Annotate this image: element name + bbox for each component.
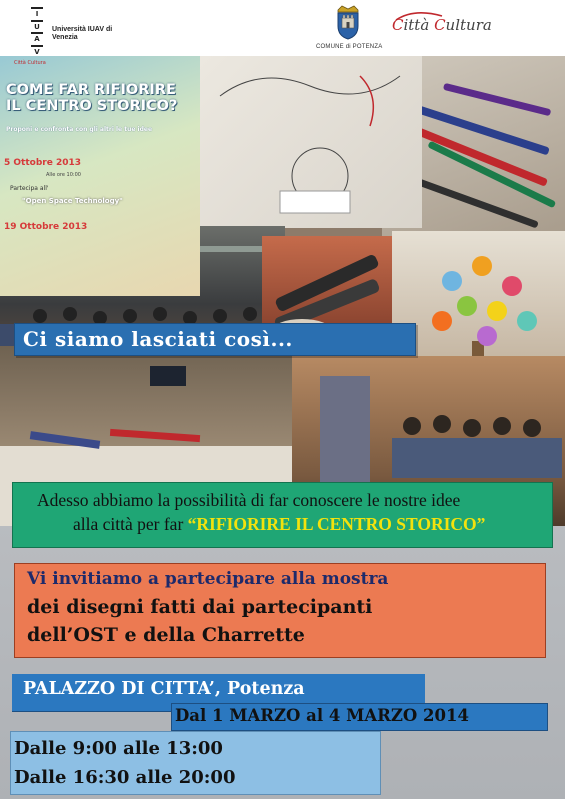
sketch-drawing: [200, 56, 422, 228]
hours-evening: Dalle 16:30 alle 20:00: [14, 767, 236, 788]
headline-banner: [14, 323, 416, 356]
intro-line-2: [73, 514, 485, 535]
hours-box: [10, 731, 381, 795]
iuav-letter: I: [35, 10, 39, 18]
intro-line-1: Adesso abbiamo la possibilità di far conoscere le nostre idee: [37, 490, 461, 510]
poster-title-line1: COME FAR RIFIORIRE: [6, 82, 176, 98]
hours-morning: Dalle 9:00 alle 13:00: [14, 738, 223, 759]
iuav-logo: [30, 6, 44, 56]
intro-box: [12, 482, 553, 548]
intro-line-2-prefix: alla città per far: [73, 514, 188, 534]
venue-text: PALAZZO DI CITTA’, Potenza: [23, 679, 305, 699]
intro-highlight: “RIFIORIRE IL CENTRO STORICO”: [187, 514, 486, 534]
iuav-name-line1: Università IUAV di: [52, 26, 113, 33]
iuav-letter: U: [34, 22, 40, 31]
iuav-name: [52, 26, 112, 42]
dates-box: [171, 703, 548, 731]
poster-subtitle: Proponi e confronta con gli altri le tue idee: [6, 126, 153, 133]
poster-title: [6, 82, 196, 114]
poster-title-line2: IL CENTRO STORICO?: [6, 98, 178, 114]
photo-collage: [0, 56, 565, 526]
ost-poster: [0, 56, 200, 296]
invite-box: [14, 563, 546, 658]
invite-line-1: Vi invitiamo a partecipare alla mostra: [27, 569, 389, 589]
iuav-letter: V: [34, 47, 40, 56]
comune-crest-icon: [334, 4, 362, 40]
poster-ost-label: "Open Space Technology": [22, 197, 123, 205]
poster-date-1: 5 Ottobre 2013: [4, 158, 82, 168]
dates-text: Dal 1 MARZO al 4 MARZO 2014: [175, 706, 469, 725]
iuav-name-line2: Venezia: [52, 34, 78, 41]
sketch-photo: [200, 56, 422, 228]
invite-line-3: dell’OST e della Charrette: [27, 624, 305, 646]
poster-logo: Città Cultura: [14, 60, 46, 66]
poster-partecipa: Partecipa all': [10, 185, 49, 192]
poster-date-2: 19 Ottobre 2013: [4, 222, 88, 232]
headline-text: Ci siamo lasciati così...: [23, 327, 293, 351]
citta-cultura-logo: Città Cultura: [392, 16, 492, 34]
iuav-letter: A: [34, 35, 40, 43]
poster-time: Alle ore 10:00: [46, 172, 81, 178]
comune-label: COMUNE di POTENZA: [316, 44, 383, 50]
invite-line-2: dei disegni fatti dai partecipanti: [27, 596, 373, 618]
